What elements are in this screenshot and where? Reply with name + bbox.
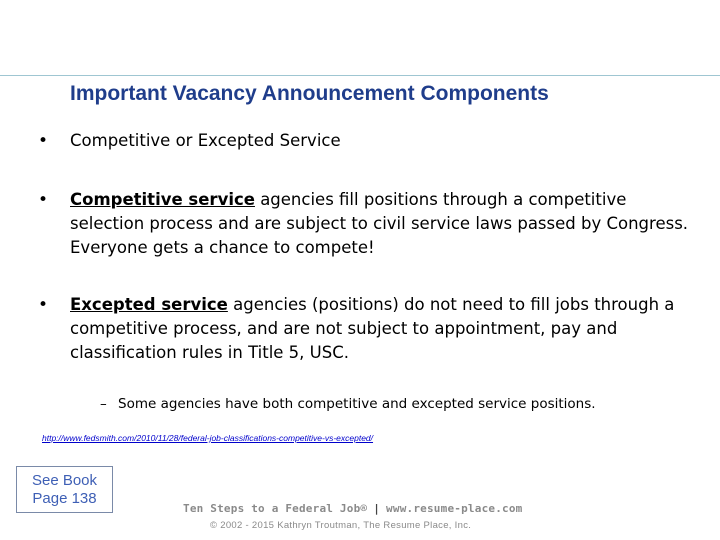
term-competitive-service: Competitive service — [70, 190, 255, 209]
bullet-text: agencies fill positions through a competitive selection process and are subject to civil service laws passed by Congress. Everyone gets a chance to compete! — [70, 190, 689, 257]
dash-marker: – — [100, 396, 107, 412]
book-ref-line1: See Book — [31, 471, 98, 489]
book-ref-line2: Page 138 — [32, 489, 97, 507]
bullet-item-service-type — [70, 129, 700, 153]
bullet-item-excepted-service — [70, 293, 700, 365]
footer-book-title: Ten Steps to a Federal Job® — [183, 502, 368, 515]
bullet-marker: • — [38, 190, 49, 210]
see-book-reference — [16, 466, 113, 513]
footer-branding — [183, 502, 523, 515]
slide-title: Important Vacancy Announcement Components — [70, 82, 549, 105]
bullet-item-competitive-service — [70, 188, 700, 260]
bullet-text: Competitive or Excepted Service — [70, 131, 341, 150]
footer-website: www.resume-place.com — [386, 502, 523, 515]
bullet-text: agencies (positions) do not need to fill jobs through a competitive process, and are not subject to appointment, pay and classification rules in Title 5, USC. — [70, 295, 675, 362]
sub-bullet-item — [100, 394, 710, 414]
header-divider — [0, 75, 720, 76]
sub-bullet-text: Some agencies have both competitive and excepted service positions. — [118, 396, 596, 412]
footer-separator: | — [373, 502, 381, 515]
term-excepted-service: Excepted service — [70, 295, 228, 314]
footer-copyright: © 2002 - 2015 Kathryn Troutman, The Resume Place, Inc. — [210, 520, 472, 531]
source-link[interactable]: http://www.fedsmith.com/2010/11/28/federal-job-classifications-competitive-vs-excepted/ — [42, 433, 374, 443]
bullet-marker: • — [38, 295, 49, 315]
bullet-marker: • — [38, 131, 49, 151]
